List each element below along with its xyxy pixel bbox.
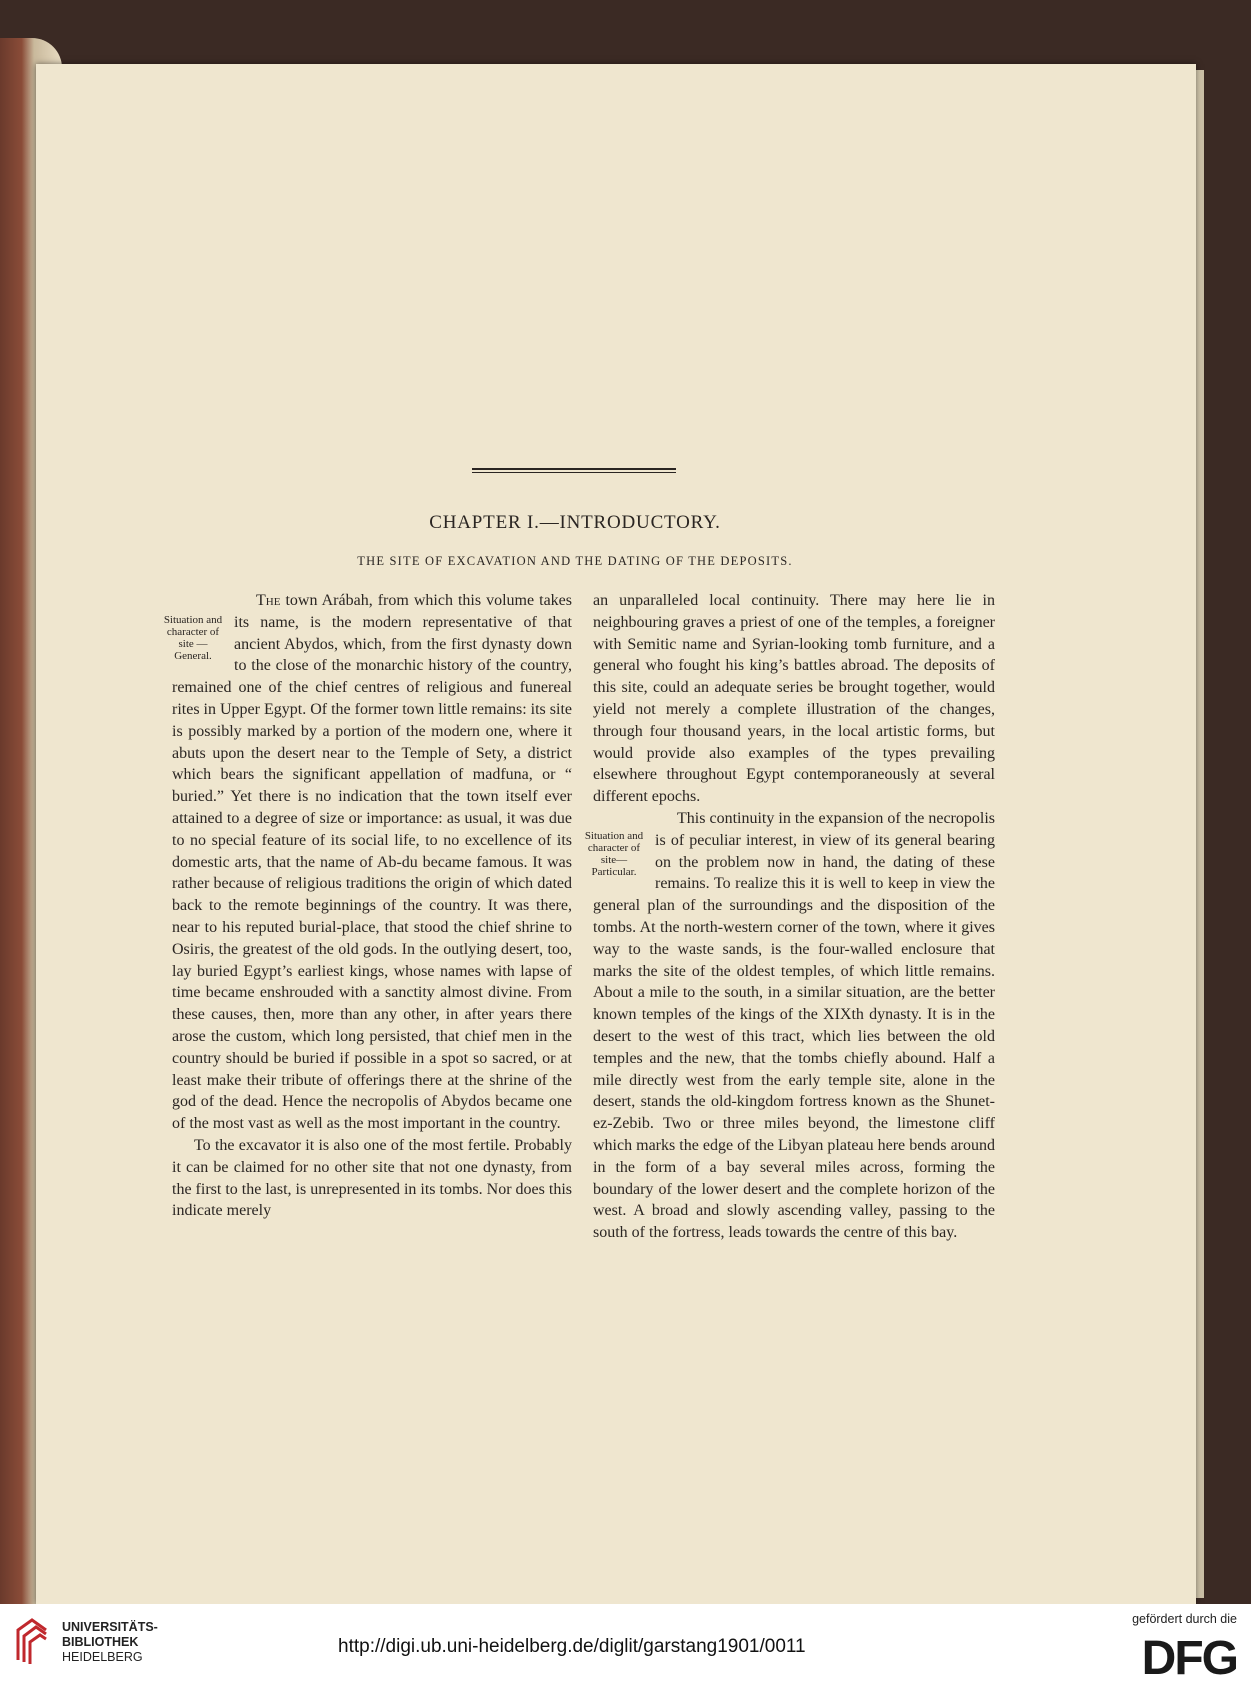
chapter-rule xyxy=(472,468,676,473)
left-column xyxy=(163,590,572,1222)
margin-note-left: Situation and character of site —General. xyxy=(163,614,223,662)
left-paragraph-2: To the excavator it is also one of the most fertile. Probably it can be claimed for no other site that not one dynasty, from the first to the last, is unrepresented in its tombs. Nor does this indicate merely xyxy=(172,1136,572,1220)
right-paragraph-2: This continuity in the expansion of the necropolis is of peculiar interest, in view of its general bearing on the problem now in hand, the dating of these remains. To realize this it is well to keep in view the general plan of the surroundings and the disposition of the tombs. At the north-western corner of the town, where it gives way to the waste sands, is the four-walled enclosure that marks the site of the oldest temples, of which little remains. About a mile to the south, in a similar situation, are the better known temples of the kings of the XIXth dynasty. It is in the desert to the west of this tract, which lies between the old temples and the new, that the tombs chiefly abound. Half a mile directly west from the early temple site, alone in the desert, stands the old-kingdom fortress known as the Shunet-ez-Zebib. Two or three miles beyond, the limestone cliff which marks the edge of the Libyan plateau here bends around in the form of a bay several miles across, forming the boundary of the lower desert and the complete horizon of the west. A broad and slowly ascending valley, passing to the south of the fortress, leads towards the centre of this bay. xyxy=(593,809,995,1242)
lead-word: The xyxy=(256,592,281,609)
funded-by-label: gefördert durch die xyxy=(1132,1612,1237,1626)
library-logo-icon xyxy=(12,1616,52,1666)
margin-note-right: Situation and character of site—Particular. xyxy=(584,829,644,878)
right-paragraph-1: an unparalleled local continuity. There may here lie in neighbouring graves a priest of one of the temples, a foreigner with Semitic name and Syrian-looking tomb furniture, and a general who fought his king’s battles abroad. The deposits of this site, could an adequate series be brought together, would yield not merely a complete illustration of the changes, through four thousand years, in the local artistic forms, but would provide also examples of the types prevailing elsewhere throughout Egypt contemporaneously at several different epochs. xyxy=(593,592,995,806)
library-name-line-3: HEIDELBERG xyxy=(62,1650,143,1664)
left-paragraph-1 xyxy=(172,590,572,1135)
chapter-title: CHAPTER I.—INTRODUCTORY. xyxy=(429,512,721,533)
footer-bar xyxy=(0,1604,1251,1692)
library-name-line-2: BIBLIOTHEK xyxy=(62,1635,139,1649)
permalink-url[interactable]: http://digi.ub.uni-heidelberg.de/diglit/garstang1901/0011 xyxy=(338,1636,806,1657)
library-name-line-1: UNIVERSITÄTS- xyxy=(62,1620,158,1634)
dfg-logo: DFG xyxy=(1141,1632,1237,1685)
chapter-subtitle: THE SITE OF EXCAVATION AND THE DATING OF THE DEPOSITS. xyxy=(357,554,793,568)
library-name xyxy=(62,1620,158,1665)
left-paragraph-1-text: town Arábah, from which this volume takes its name, is the modern representative of that ancient Abydos, which, from the first dynasty down to the close of the monarchic history of the country, remained one of the chief centres of religious and funereal rites in Upper Egypt. Of the former town little remains: its site is possibly marked by a portion of the modern one, where it abuts upon the desert near to the Temple of Sety, a district which bears the significant appellation of madfuna, or “ buried.” Yet there is no indication that the town itself ever attained to a degree of size or importance: as usual, it was due to no special feature of its social life, to no excellence of its domestic arts, that the name of Ab-du became famous. It was rather because of religious traditions the origin of which dated back to the remote beginnings of the country. It was there, near to his reputed burial-place, that stood the chief shrine to Osiris, the greatest of the old gods. In the outlying desert, too, lay buried Egypt’s earliest kings, whose names with lapse of time became enshrouded with a sanctity almost divine. From these causes, then, more than any other, in after years there arose the custom, which long persisted, that chief men in the country should be buried if possible in a spot so sacred, or at least make their tribute of offerings there at the shrine of the god of the dead. Hence the necropolis of Abydos became one of the most vast as well as the most important in the country. xyxy=(172,592,572,1133)
right-column xyxy=(584,590,995,1244)
